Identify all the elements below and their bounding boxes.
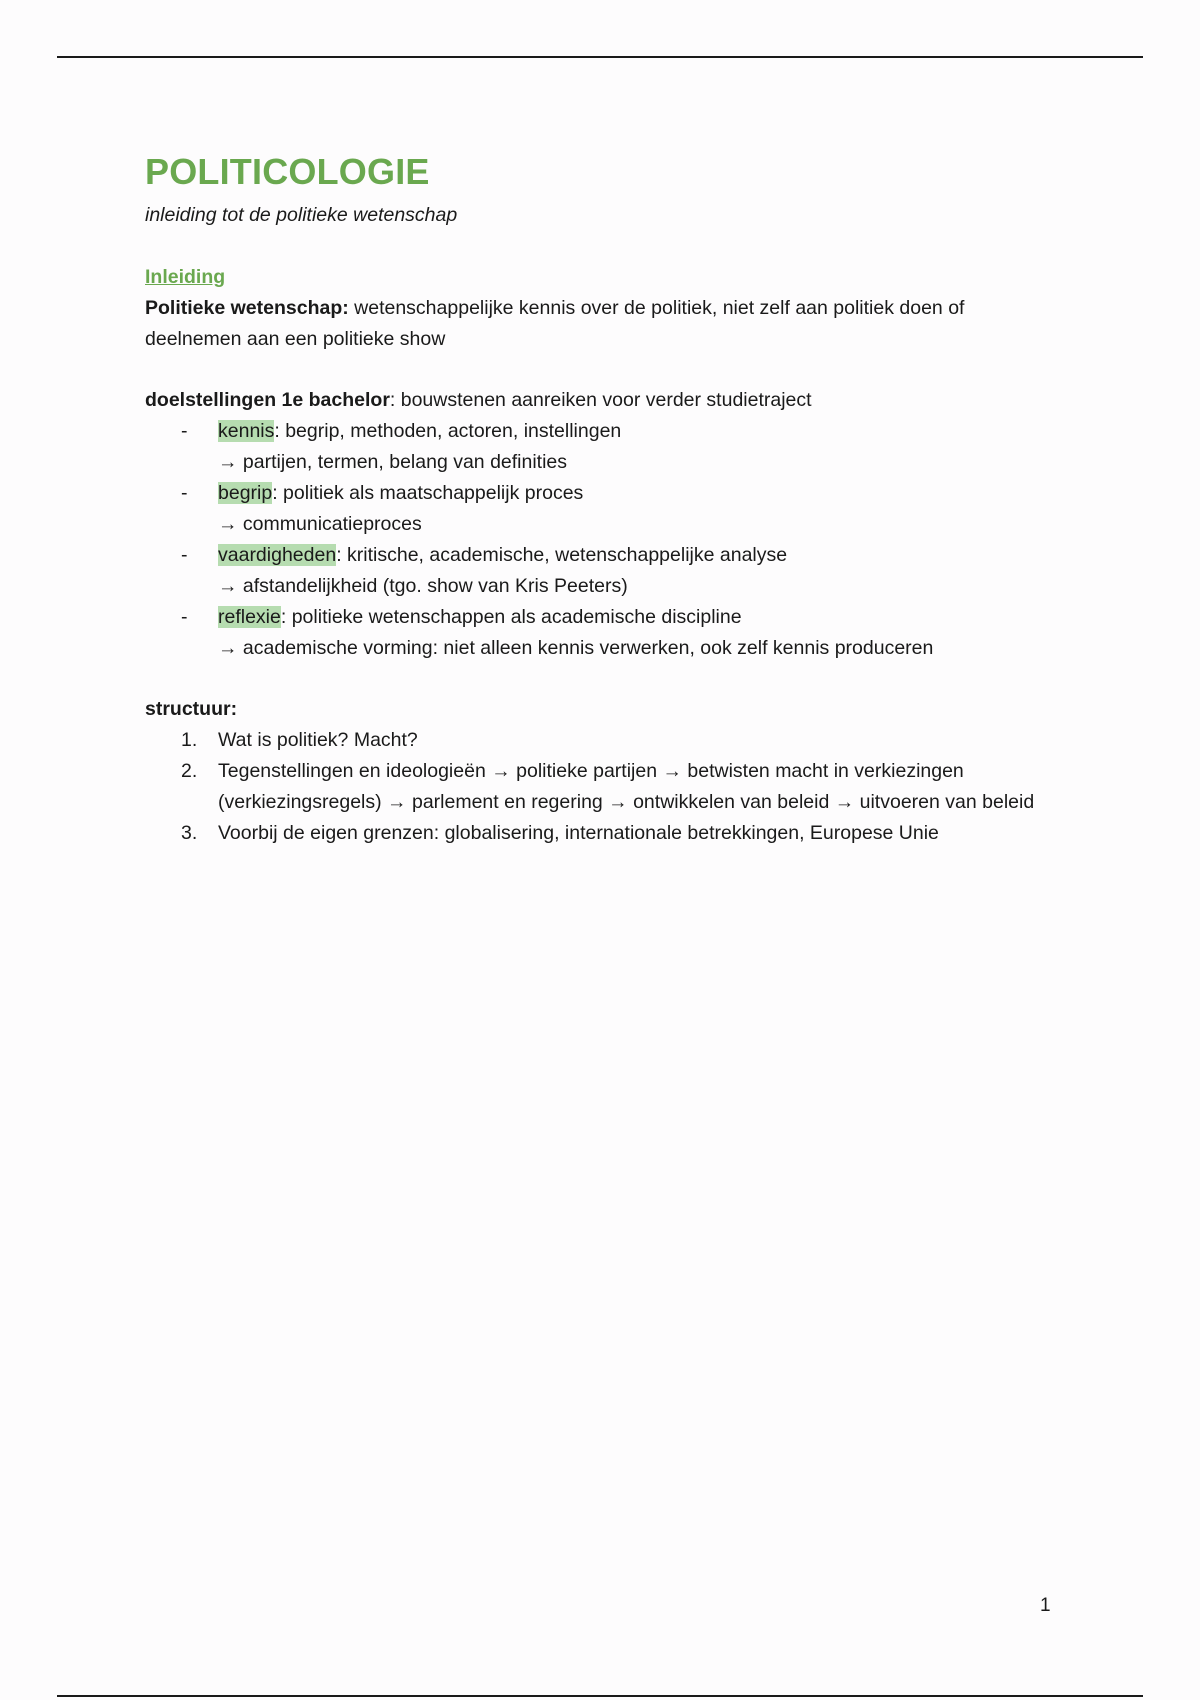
list-item (145, 478, 1045, 540)
header-rule (57, 56, 1143, 58)
dash-bullet: - (181, 420, 188, 442)
highlighted-keyword: vaardigheden (218, 544, 337, 566)
list-number: 2. (181, 760, 198, 782)
list-item-subline: → afstandelijkheid (tgo. show van Kris Peeters) (218, 575, 628, 597)
list-item (145, 602, 1045, 664)
list-item (145, 416, 1045, 478)
dash-bullet: - (181, 482, 188, 504)
definition-paragraph (145, 293, 1045, 355)
structure-list (145, 725, 1045, 849)
list-item-subline: → communicatieproces (218, 513, 422, 535)
list-number: 3. (181, 822, 198, 844)
list-item-text: : kritische, academische, wetenschappelijke analyse (336, 544, 788, 566)
page-number: 1 (1040, 1595, 1051, 1616)
highlighted-keyword: begrip (218, 482, 273, 504)
list-item-text: Tegenstellingen en ideologieën → politieke partijen → betwisten macht in verkiezingen (verkiezingsregels) → parlement en regering → ontwikkelen van beleid → uitvoeren van beleid (218, 760, 1035, 813)
structure-heading-text: structuur: (145, 698, 238, 720)
footer-rule (57, 1695, 1143, 1697)
goals-text: : bouwstenen aanreiken voor verder studietraject (389, 389, 812, 411)
list-item-text: : begrip, methoden, actoren, instellingen (274, 420, 622, 442)
list-item-text: Wat is politiek? Macht? (218, 729, 418, 751)
list-item-subline: → partijen, termen, belang van definities (218, 451, 568, 473)
list-item (145, 725, 1045, 756)
page-content (145, 150, 1045, 849)
structure-heading (145, 694, 1045, 725)
list-number: 1. (181, 729, 198, 751)
list-item-text: Voorbij de eigen grenzen: globalisering, internationale betrekkingen, Europese Unie (218, 822, 939, 844)
list-item-text: : politiek als maatschappelijk proces (272, 482, 584, 504)
goals-paragraph (145, 385, 1045, 416)
list-item-text: : politieke wetenschappen als academische discipline (280, 606, 742, 628)
list-item (145, 540, 1045, 602)
highlighted-keyword: reflexie (218, 606, 281, 628)
document-title: POLITICOLOGIE (145, 151, 430, 192)
dash-bullet: - (181, 544, 188, 566)
section-heading-inleiding[interactable]: Inleiding (145, 266, 226, 288)
highlighted-keyword: kennis (218, 420, 275, 442)
goals-list (145, 416, 1045, 664)
list-item (145, 756, 1045, 818)
list-item (145, 818, 1045, 849)
definition-text: wetenschappelijke kennis over de politiek, niet zelf aan politiek doen of deelnemen aan een politieke show (145, 297, 965, 350)
document-subtitle: inleiding tot de politieke wetenschap (145, 204, 458, 226)
dash-bullet: - (181, 606, 188, 628)
definition-term: Politieke wetenschap: (145, 297, 349, 319)
list-item-subline: → academische vorming: niet alleen kennis verwerken, ook zelf kennis produceren (218, 637, 934, 659)
goals-term: doelstellingen 1e bachelor (145, 389, 390, 411)
